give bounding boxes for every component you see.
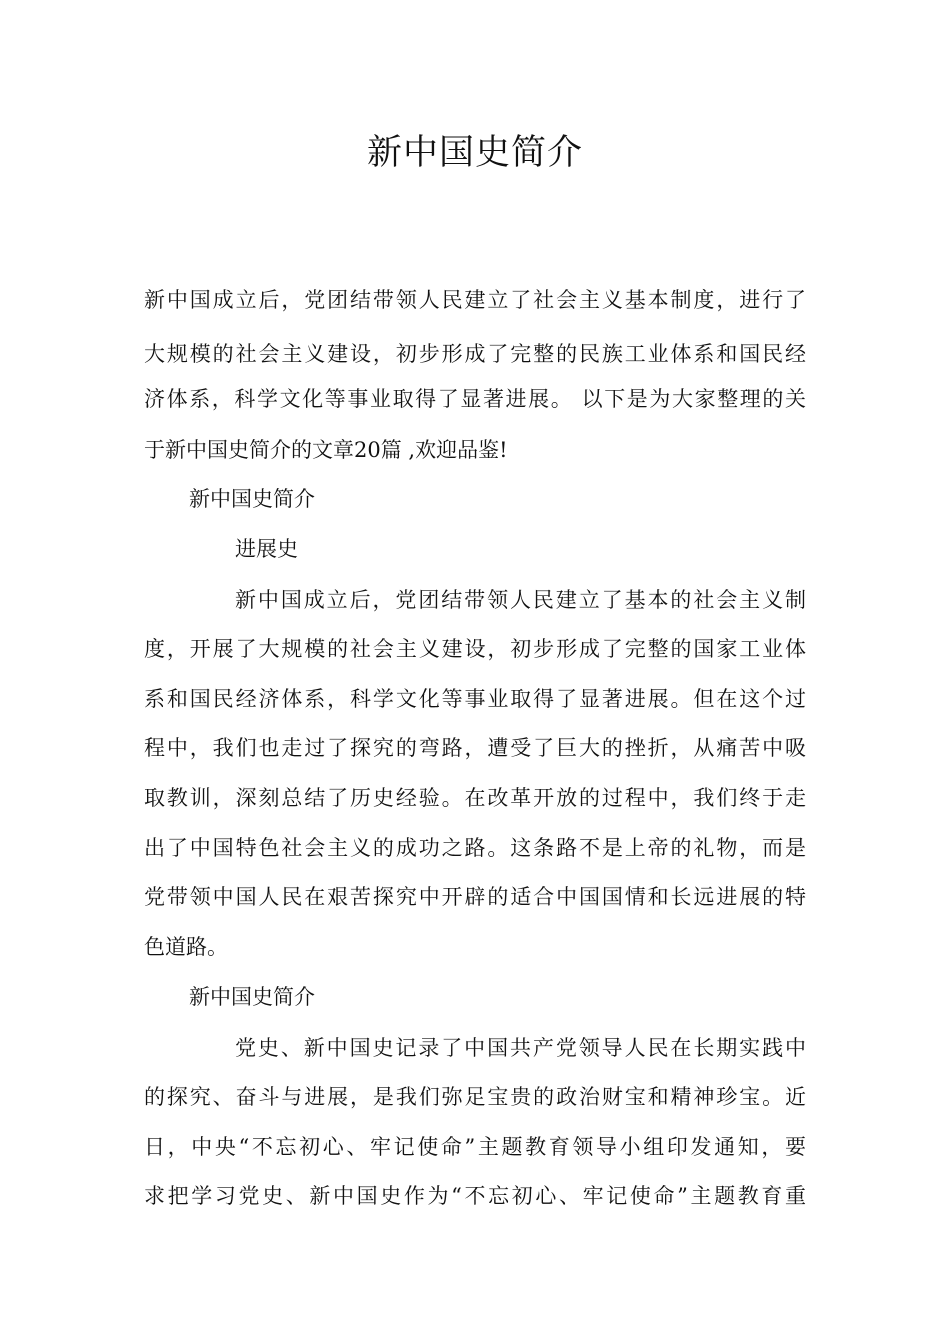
section1-line-4: 程中，我们也走过了探究的弯路，遭受了巨大的挫折，从痛苦中吸 — [144, 736, 806, 760]
section2-heading: 新中国史简介 — [189, 985, 315, 1009]
page-title: 新中国史简介 — [366, 133, 583, 173]
section1-line-6: 出了中国特色社会主义的成功之路。这条路不是上帝的礼物，而是 — [144, 836, 806, 860]
section2-line-4: 求把学习党史、新中国史作为“不忘初心、牢记使命”主题教育重 — [144, 1184, 806, 1208]
intro-line-4: 于新中国史简介的文章20篇 ,欢迎品鉴! — [144, 438, 508, 462]
intro-line-1: 新中国成立后，党团结带领人民建立了社会主义基本制度，进行了 — [144, 288, 806, 312]
section2-line-3: 日，中央“不忘初心、牢记使命”主题教育领导小组印发通知，要 — [144, 1135, 806, 1159]
section1-heading: 新中国史简介 — [189, 487, 315, 511]
section1-line-8: 色道路。 — [144, 935, 228, 959]
section1-subheading: 进展史 — [235, 537, 298, 561]
section1-line-5: 取教训，深刻总结了历史经验。在改革开放的过程中，我们终于走 — [144, 786, 806, 810]
section1-line-1: 新中国成立后，党团结带领人民建立了基本的社会主义制 — [235, 588, 806, 612]
intro-line-3: 济体系，科学文化等事业取得了显著进展。 以下是为大家整理的关 — [144, 387, 806, 411]
intro-line-2: 大规模的社会主义建设，初步形成了完整的民族工业体系和国民经 — [144, 342, 806, 366]
section1-line-2: 度，开展了大规模的社会主义建设，初步形成了完整的国家工业体 — [144, 637, 806, 661]
section1-line-7: 党带领中国人民在艰苦探究中开辟的适合中国国情和长远进展的特 — [144, 885, 806, 909]
section2-line-2: 的探究、奋斗与进展，是我们弥足宝贵的政治财宝和精神珍宝。近 — [144, 1085, 806, 1109]
section1-line-3: 系和国民经济体系，科学文化等事业取得了显著进展。但在这个过 — [144, 687, 806, 711]
section2-line-1: 党史、新中国史记录了中国共产党领导人民在长期实践中 — [235, 1036, 806, 1060]
